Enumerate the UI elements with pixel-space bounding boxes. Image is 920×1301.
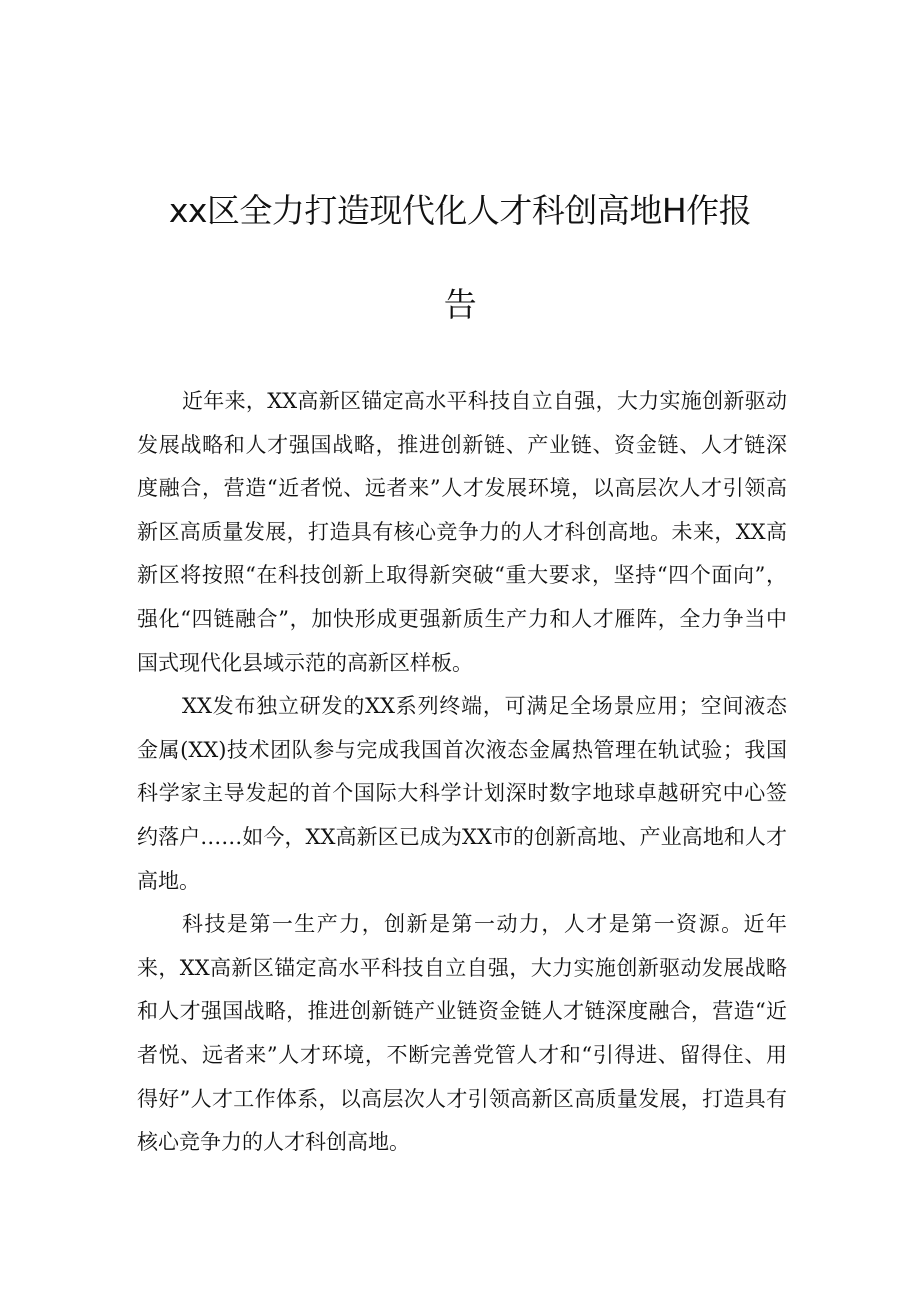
- paragraph-2: XX发布独立研发的XX系列终端，可满足全场景应用；空间液态金属(XX)技术团队参与完成我国首次液态金属热管理在轨试验；我国科学家主导发起的首个国际大科学计划深时数字地球卓越研究中心签约落户……如今，XX高新区已成为XX市的创新高地、产业高地和人才高地。: [137, 694, 787, 893]
- title-line-2: 告: [443, 285, 477, 324]
- title-line-1: xx区全力打造现代化人才科创高地H作报: [168, 191, 752, 230]
- paragraph-3: 科技是第一生产力，创新是第一动力，人才是第一资源。近年来，XX高新区锚定高水平科技自立自强，大力实施创新驱动发展战略和人才强国战略，推进创新链产业链资金链人才链深度融合，营造“近者悦、远者来”人才环境，不断完善党管人才和“引得进、留得住、用得好”人才工作体系，以高层次人才引领高新区高质量发展，打造具有核心竞争力的人才科创高地。: [137, 912, 787, 1155]
- document-title: [140, 164, 780, 352]
- document-body: [137, 380, 787, 1165]
- paragraph-1: 近年来，XX高新区锚定高水平科技自立自强，大力实施创新驱动发展战略和人才强国战略，推进创新链、产业链、资金链、人才链深度融合，营造“近者悦、远者来”人才发展环境，以高层次人才引领高新区高质量发展，打造具有核心竞争力的人才科创高地。未来，XX高新区将按照“在科技创新上取得新突破“重大要求，坚持“四个面向”，强化“四链融合”，加快形成更强新质生产力和人才雁阵，全力争当中国式现代化县域示范的高新区样板。: [137, 389, 787, 675]
